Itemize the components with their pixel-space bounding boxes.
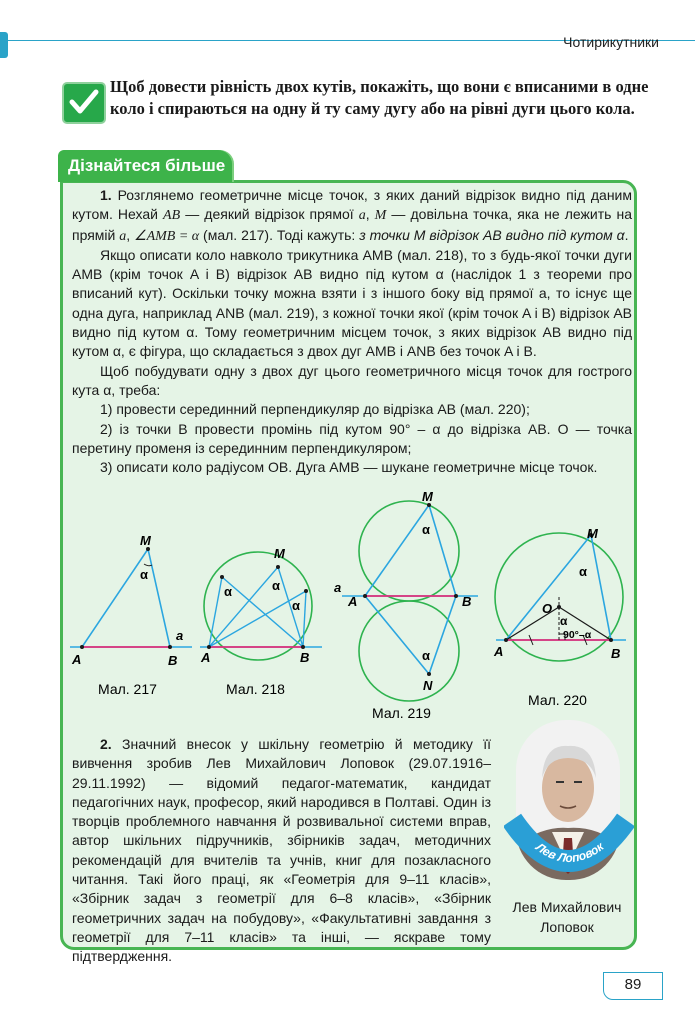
para1-angle: ∠AMB = α (134, 228, 200, 244)
rule-text: Щоб довести рівність двох кутів, покажіть, що вони є вписаними в одне коло і спираються на одну й ту саму дугу або на рівні дуги цього кола. (110, 77, 649, 118)
fig219-label-m: M (422, 489, 433, 504)
para1-text7: з точки M відрізок AB видно під кутом α (359, 226, 625, 243)
fig220-alpha-o: α (560, 614, 568, 628)
fig220-alpha-m: α (579, 564, 587, 579)
para1-text5: , (126, 226, 135, 243)
figure-220 (493, 526, 626, 708)
para1-ab: AB (163, 208, 181, 224)
para1-text6: (мал. 217). Тоді кажуть: (199, 226, 360, 243)
fig219-circle-bottom (359, 601, 459, 701)
portrait-badge-text: Лев Лоповок (533, 839, 607, 866)
fig220-label-m: M (587, 526, 598, 541)
fig218-point-b (301, 645, 305, 649)
fig217-label-m: M (140, 533, 151, 548)
fig218-alpha-3: α (292, 598, 300, 613)
page-number: 89 (624, 976, 642, 993)
para1-a: a (358, 208, 366, 224)
fig220-point-o (557, 605, 561, 609)
fig218-label-b: B (300, 650, 310, 665)
fig218-chord-1 (209, 567, 278, 647)
fig219-side-am (365, 505, 429, 596)
fig220-label-a: A (494, 644, 504, 659)
caption-219: Мал. 219 (372, 705, 431, 721)
para1-text3: , (365, 206, 375, 223)
paragraph-1 (72, 186, 632, 477)
fig219-label-line-a: a (334, 580, 342, 595)
fig220-label-o: O (542, 601, 553, 616)
figure-217 (70, 533, 192, 697)
chapter-title: Чотирикутники (563, 34, 659, 50)
caption-217: Мал. 217 (98, 681, 157, 697)
fig220-side-am (506, 535, 591, 640)
fig218-point-m (276, 565, 280, 569)
caption-218: Мал. 218 (226, 681, 285, 697)
para4-text: Значний внесок у шкільну геометрію й методику її вивчення зробив Лев Михайлович Лоповок (29.07.1916–29.11.1992) — відомий педагог-математик, кандидат педагогічних наук, професор, який народився в Полтаві. Один із творців проблемного навчання й розвивальної системи вправ, автор шкільних підручників, збірників задач, методичних рекомендацій для вчителів та учнів, книг для позакласного читання. Такі його праці, як «Геометрія для 9–11 класів», «Збірник задач з геометрії для 6–8 класів», «Збірник геометричних задач на побудову», «Факультативні завдання з геометрії для 7–11 класів» та інші, — яскраве тому підтвердження. (72, 736, 491, 965)
fig218-label-m: M (274, 546, 285, 561)
fig219-point-a (363, 594, 367, 598)
section-tab (58, 150, 232, 182)
fig217-label-b-point: B (168, 653, 178, 668)
para1-a2: a (119, 228, 127, 244)
paragraph-biography (72, 735, 491, 967)
figure-219 (334, 489, 478, 721)
fig219-label-a: A (348, 594, 358, 609)
fig220-side-bm (591, 535, 611, 640)
fig220-point-b (609, 638, 613, 642)
fig220-point-a (504, 638, 508, 642)
fig219-side-bm (429, 505, 456, 596)
paragraph-3: Щоб побудувати одну з двох дуг цього геометричного місця точок для гострого кута α, треба: (72, 362, 632, 398)
fig219-label-b: B (462, 594, 472, 609)
step-2: 2) із точки B провести промінь під кутом 90° – α до відрізка AB. O — точка перетину променя із серединним перпендикуляром; (72, 420, 632, 456)
fig217-label-a-point: A (72, 652, 82, 667)
fig218-chord-3 (209, 577, 222, 647)
para1-text8: . (624, 226, 629, 243)
fig219-alpha-bottom: α (422, 648, 430, 663)
fig219-alpha-top: α (422, 522, 430, 537)
portrait-name-1: Лев Михайлович (512, 899, 622, 915)
para1-num: 1. (100, 187, 112, 203)
fig220-angle-label: 90°–α (563, 629, 592, 641)
section-title: Дізнайтеся більше (68, 156, 226, 175)
paragraph-2: Якщо описати коло навколо трикутника AMB (мал. 218), то з будь-якої точки дуги AMB (крім точок A і B) відрізок AB видно під кутом α (наслідок 1 з теореми про вписаний кут). Оскільки точку можна взяти і з іншого боку від прямої a, то існує ще одна дуга, наприклад ANB (мал. 219), з кожної точки якої (крім точок A і B) відрізок AB видно під кутом α. Тому геометричним місцем точок, з яких відрізок AB видно під кутом α, є фігура, що складається з двох дуг AMB і ANB без точок A і B. (72, 246, 632, 360)
header-tab (0, 32, 8, 58)
fig218-alpha-1: α (224, 584, 232, 599)
fig218-chord-4 (222, 577, 303, 647)
fig219-point-n (427, 672, 431, 676)
fig217-label-line-a: a (176, 628, 184, 643)
step-3: 3) описати коло радіусом OB. Дуга AMB — шукане геометричне місце точок. (100, 459, 598, 476)
fig218-label-a: A (201, 650, 211, 665)
caption-220: Мал. 220 (528, 692, 587, 708)
fig218-chord-6 (303, 591, 306, 647)
portrait (504, 716, 634, 886)
figure-218 (200, 546, 322, 697)
portrait-name-2: Лоповок (540, 919, 594, 935)
fig218-alpha-2: α (272, 578, 280, 593)
fig217-point-a (80, 645, 84, 649)
step-1: 1) провести серединний перпендикуляр до відрізка AB (мал. 220); (100, 401, 530, 418)
figures (60, 488, 635, 728)
para1-text1: Розглянемо геометричне місце точок, з яких даний відрізок видно під даним кутом. Нехай (72, 187, 632, 223)
checkmark-icon (62, 82, 106, 124)
para1-text4: — довільна точка, яка не лежить на прямій (72, 206, 633, 243)
fig218-point-a (207, 645, 211, 649)
fig220-label-b: B (611, 646, 621, 661)
para1-text2: — деякий відрізок прямої (180, 206, 359, 223)
fig219-label-n: N (423, 678, 433, 693)
para1-m: M (374, 208, 387, 224)
fig217-point-b (168, 645, 172, 649)
fig218-point-2 (220, 575, 224, 579)
fig217-side-am (82, 549, 148, 647)
fig218-point-3 (304, 589, 308, 593)
para4-num: 2. (100, 736, 112, 752)
fig219-point-b (454, 594, 458, 598)
fig217-label-alpha: α (140, 567, 148, 582)
fig219-side-an (365, 596, 429, 674)
fig217-side-bm (148, 549, 170, 647)
fig219-circle-top (359, 501, 459, 601)
